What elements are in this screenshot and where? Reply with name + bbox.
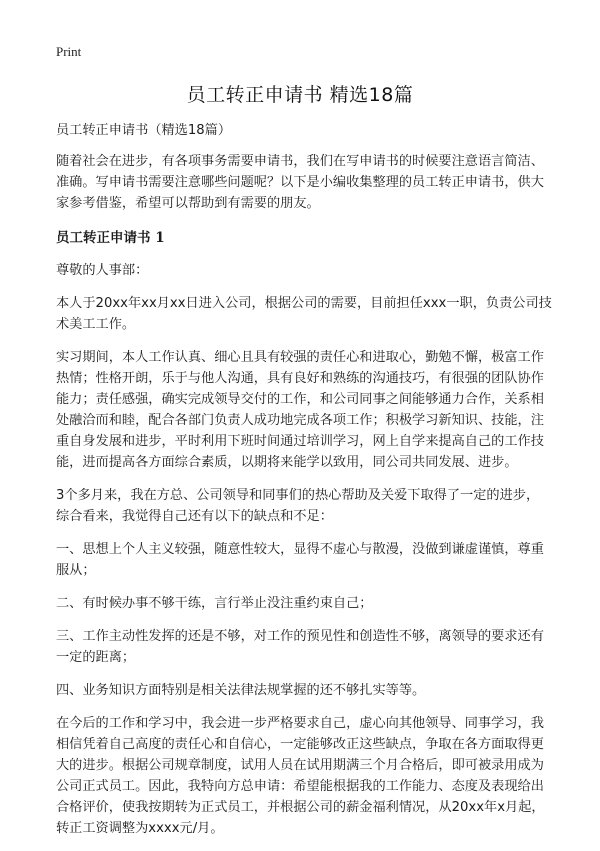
salutation: 尊敬的人事部： <box>56 263 149 278</box>
section-heading: 员工转正申请书 1 <box>56 230 165 246</box>
body-paragraph: 本人于20xx年xx月xx日进入公司，根据公司的需要，目前担任xxx一职，负责公司技术美工工作。 <box>56 296 552 332</box>
list-item: 二、有时候办事不够干练，言行举止没注重约束自己； <box>56 596 373 611</box>
body-paragraph: 3个多月来，我在方总、公司领导和同事们的热心帮助及关爱下取得了一定的进步，综合看来，我觉得自己还有以下的缺点和不足： <box>56 488 540 524</box>
print-link[interactable]: Print <box>56 44 82 59</box>
list-item: 四、业务知识方面特别是相关法律法规掌握的还不够扎实等等。 <box>56 683 426 698</box>
intro-paragraph: 随着社会在进步，有各项事务需要申请书，我们在写申请书的时候要注意语言简洁、准确。写申请书需要注意哪些问题呢？以下是小编收集整理的员工转正申请书，供大家参考借鉴，希望可以帮助到有需要的朋友。 <box>56 154 544 211</box>
body-paragraph: 在今后的工作和学习中，我会进一步严格要求自己，虚心向其他领导、同事学习，我相信凭着自己高度的责任心和自信心，一定能够改正这些缺点，争取在各方面取得更大的进步。根据公司规章制度，试用人员在试用期满三个月合格后，即可被录用成为公司正式员工。因此，我特向方总申请：希望能根据我的工作能力、态度及表现给出合格评价，使我按期转为正式员工，并根据公司的薪金福利情况，从20xx年x月起，转正工资调整为xxxx元/月。 <box>56 716 545 836</box>
document-subtitle: 员工转正申请书（精选18篇） <box>56 123 232 138</box>
body-paragraph: 实习期间，本人工作认真、细心且具有较强的责任心和进取心，勤勉不懈，极富工作热情；性格开朗，乐于与他人沟通，具有良好和熟练的沟通技巧，有很强的团队协作能力；责任感强，确实完成领导交付的工作，和公司同事之间能够通力合作，关系相处融洽而和睦，配合各部门负责人成功地完成各项工作；积极学习新知识、技能，注重自身发展和进步，平时利用下班时间通过培训学习，网上自学来提高自己的工作技能，进而提高各方面综合素质，以期将来能学以致用，同公司共同发展、进步。 <box>56 350 544 470</box>
list-item: 一、思想上个人主义较强，随意性较大，显得不虚心与散漫，没做到谦虚谨慎，尊重服从； <box>56 542 544 578</box>
list-item: 三、工作主动性发挥的还是不够，对工作的预见性和创造性不够，离领导的要求还有一定的距离； <box>56 629 544 665</box>
document-body <box>56 120 552 851</box>
document-title: 员工转正申请书 精选18篇 <box>186 84 414 106</box>
